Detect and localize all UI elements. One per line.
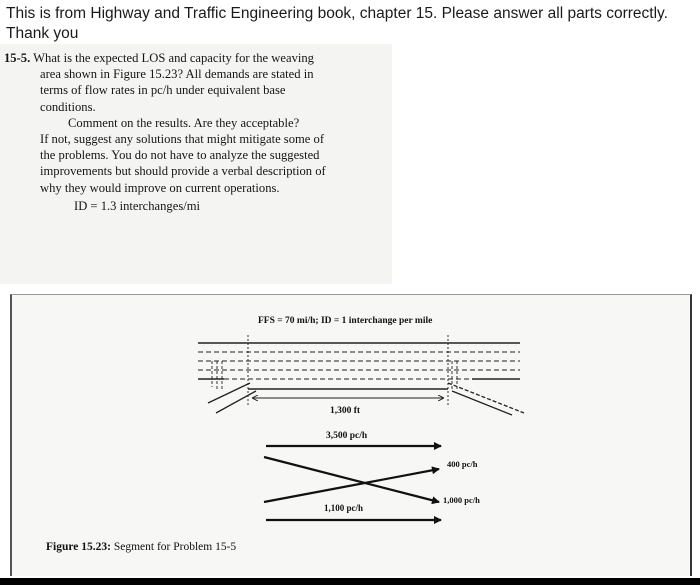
flow-label-right-bottom: 1,000 pc/h — [443, 495, 480, 505]
figure-caption-text: Segment for Problem 15-5 — [113, 541, 237, 553]
problem-line-2: area shown in Figure 15.23? All demands are stated in — [40, 67, 314, 82]
weave-diagonal-down-arrow — [264, 457, 439, 502]
flow-label-center: 1,100 pc/h — [324, 503, 364, 513]
problem-line-9: why they would improve on current operations. — [40, 180, 280, 195]
length-label: 1,300 ft — [330, 406, 361, 416]
figure-caption-label: Figure 15.23: — [46, 541, 111, 553]
flow-label-right-top: 400 pc/h — [447, 459, 478, 469]
length-dimension — [252, 398, 444, 416]
flow-label-through-top: 3,500 pc/h — [326, 431, 368, 441]
problem-text — [4, 50, 388, 214]
on-ramp — [208, 361, 256, 413]
figure-15-23 — [10, 294, 692, 576]
question-text — [6, 4, 696, 44]
weave-diagonal-up-arrow — [264, 469, 439, 502]
problem-line-4: conditions. — [40, 99, 96, 114]
weaving-diagram — [12, 295, 694, 577]
problem-line-8: improvements but should provide a verbal description of — [40, 164, 326, 179]
problem-scan-image — [0, 44, 392, 284]
section-markers — [248, 335, 448, 407]
problem-line-3: terms of flow rates in pc/h under equivalent base — [40, 83, 286, 98]
problem-line-1: What is the expected LOS and capacity for the weaving — [33, 51, 314, 65]
off-ramp — [448, 361, 524, 415]
question-line-1: This is from Highway and Traffic Engineering book, chapter 15. Please answer all parts correctly. — [6, 5, 668, 22]
question-line-2: Thank you — [6, 25, 79, 42]
problem-line-5: Comment on the results. Are they acceptable? — [68, 115, 300, 130]
problem-number: 15-5. — [4, 51, 31, 65]
problem-line-6: If not, suggest any solutions that might mitigate some of — [40, 132, 325, 147]
problem-line-7: the problems. You do not have to analyze the suggested — [40, 148, 320, 163]
problem-id-line: ID = 1.3 interchanges/mi — [74, 198, 201, 213]
figure-header: FFS = 70 mi/h; ID = 1 interchange per mile — [258, 316, 433, 326]
freeway-lanes — [198, 343, 520, 389]
figure-caption — [46, 541, 236, 553]
bottom-bar — [0, 578, 700, 585]
